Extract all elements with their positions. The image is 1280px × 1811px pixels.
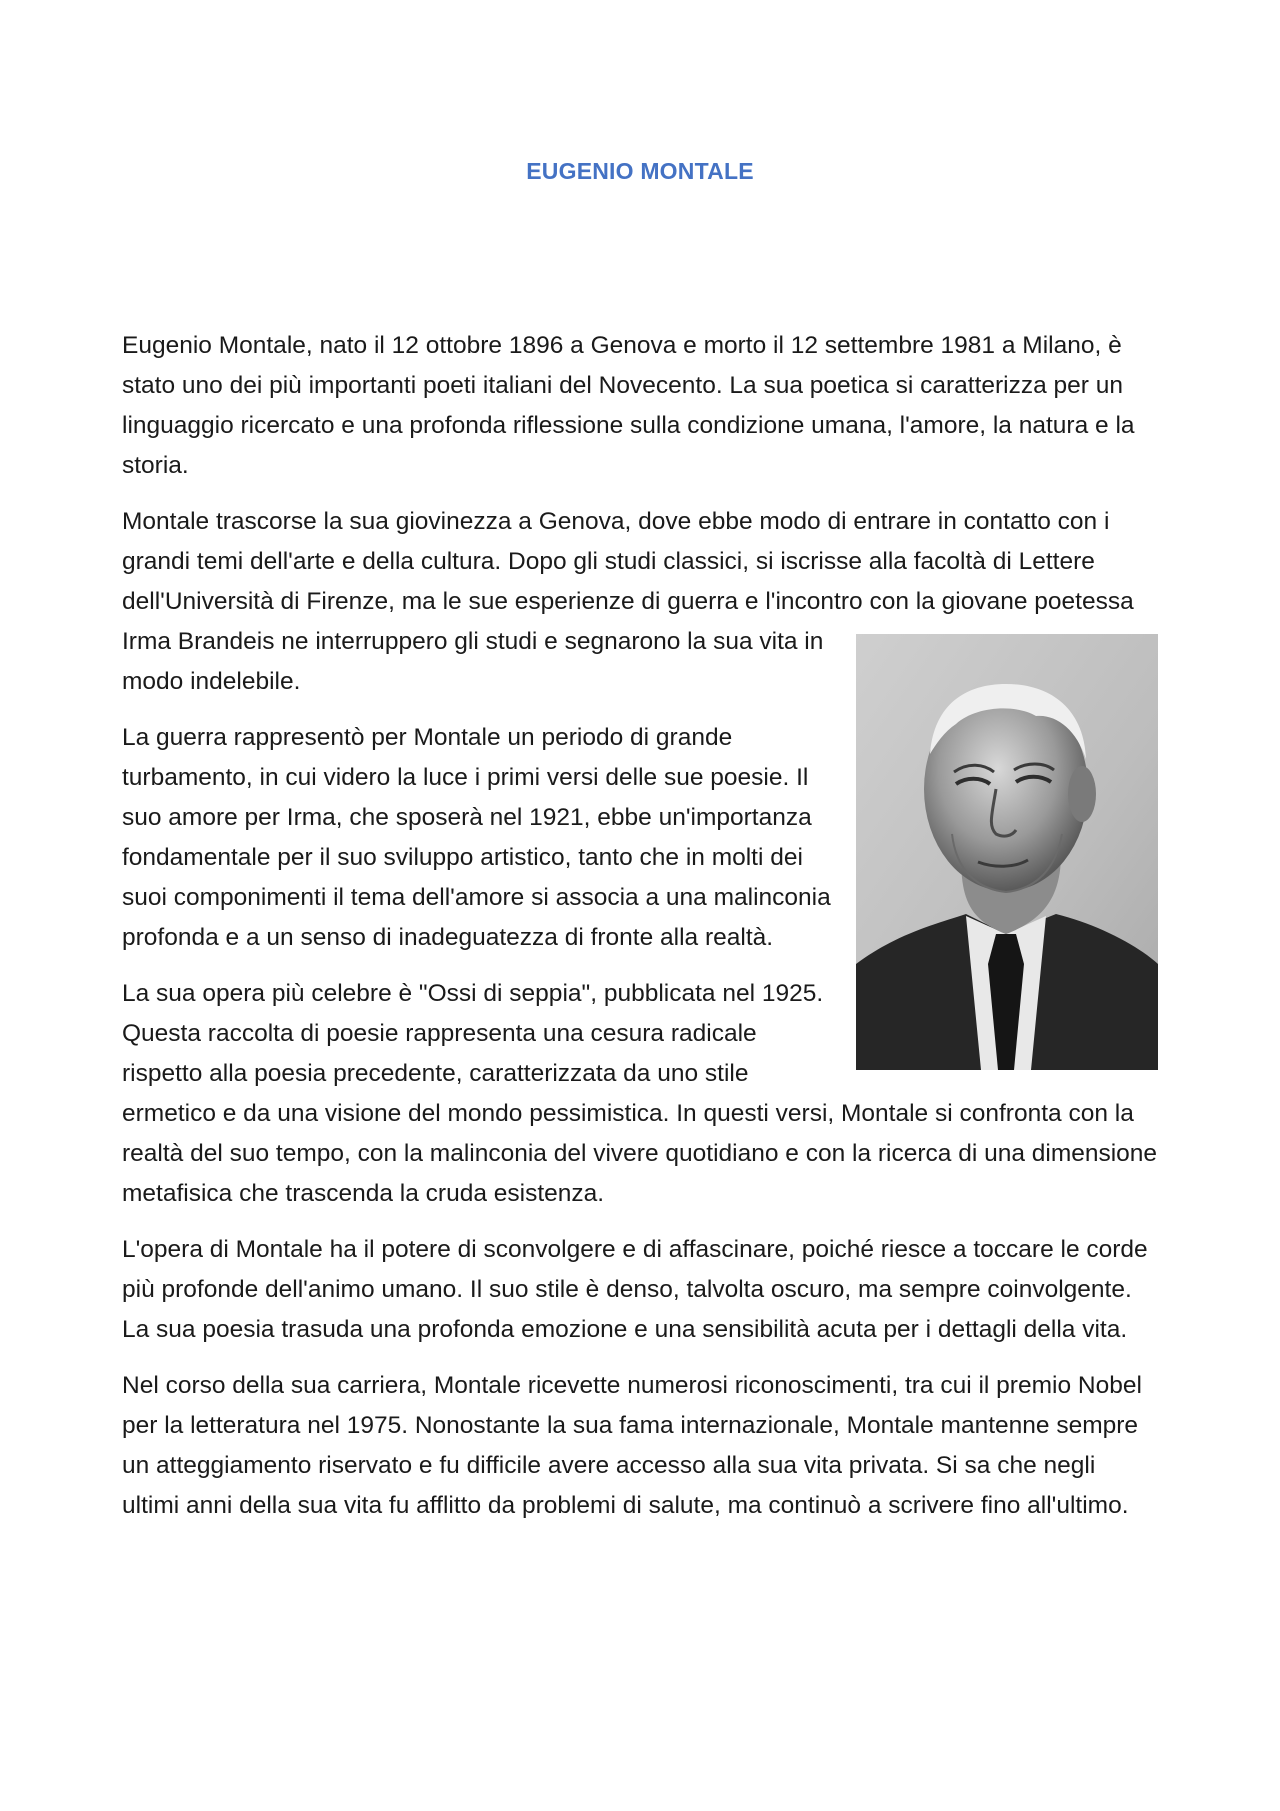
document-body <box>122 326 1158 1542</box>
paragraph: L'opera di Montale ha il potere di sconvolgere e di affascinare, poiché riesce a toccare le corde più profonde dell'animo umano. Il suo stile è denso, talvolta oscuro, ma sempre coinvolgente. La sua poesia trasuda una profonda emozione e una sensibilità acuta per i dettagli della vita. <box>122 1236 1148 1343</box>
paragraph: Eugenio Montale, nato il 12 ottobre 1896 a Genova e morto il 12 settembre 1981 a Milano, è stato uno dei più importanti poeti italiani del Novecento. La sua poetica si caratterizza per un linguaggio ricercato e una profonda riflessione sulla condizione umana, l'amore, la natura e la storia. <box>122 332 1135 479</box>
portrait-photo <box>856 634 1158 1070</box>
document-title: EUGENIO MONTALE <box>526 158 754 184</box>
paragraph: La guerra rappresentò per Montale un periodo di grande turbamento, in cui videro la luce i primi versi delle sue poesie. Il suo amore per Irma, che sposerà nel 1921, ebbe un'importanza fondamentale per il suo sviluppo artistico, tanto che in molti dei suoi componimenti il tema dell'amore si associa a una malinconia profonda e a un senso di inadeguatezza di fronte alla realtà. <box>122 724 831 951</box>
portrait-image <box>856 634 1158 1070</box>
paragraph: Montale trascorse la sua giovinezza a Genova, dove ebbe modo di entrare in contatto con i grandi temi dell'arte e della cultura. Dopo gli studi classici, si iscrisse alla facoltà di Lettere dell'Università di Firenze, ma le sue esperienze di guerra e l'incontro con la giovane poetessa Irma Brandeis ne interruppero gli studi e segnarono la sua vita in modo indelebile. <box>122 508 1134 695</box>
paragraph: Nel corso della sua carriera, Montale ricevette numerosi riconoscimenti, tra cui il premio Nobel per la letteratura nel 1975. Nonostante la sua fama internazionale, Montale mantenne sempre un atteggiamento riservato e fu difficile avere accesso alla sua vita privata. Si sa che negli ultimi anni della sua vita fu afflitto da problemi di salute, ma continuò a scrivere fino all'ultimo. <box>122 1372 1142 1519</box>
paragraph: La sua opera più celebre è "Ossi di seppia", pubblicata nel 1925. Questa raccolta di poesie rappresenta una cesura radicale rispetto alla poesia precedente, caratterizzata da uno stile ermetico e da una visione del mondo pessimistica. In questi versi, Montale si confronta con la realtà del suo tempo, con la malinconia del vivere quotidiano e con la ricerca di una dimensione metafisica che trascenda la cruda esistenza. <box>122 980 1158 1207</box>
